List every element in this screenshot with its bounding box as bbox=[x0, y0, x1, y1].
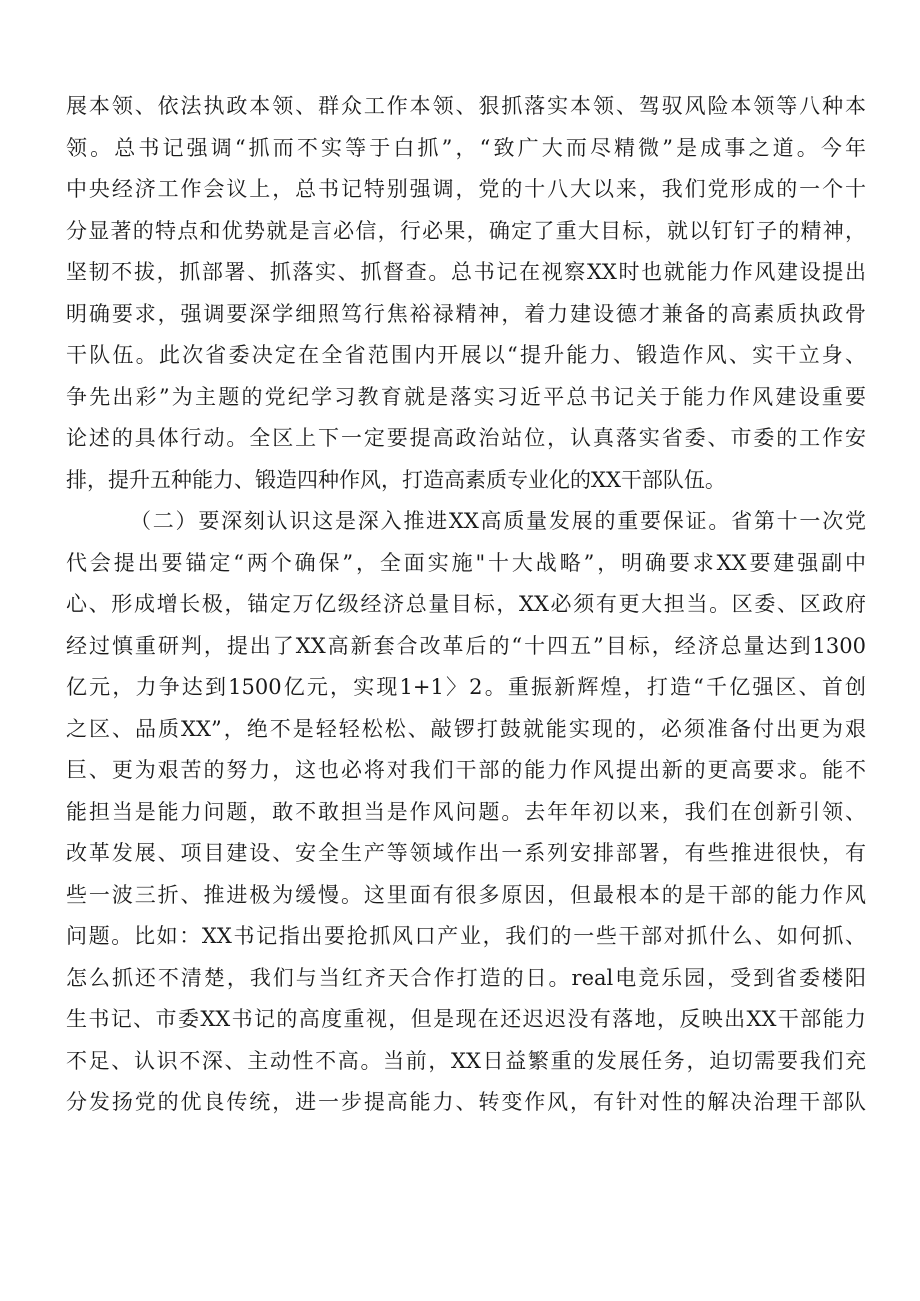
document-body bbox=[66, 86, 866, 1124]
text-line: 代会提出要锚定“两个确保”，全面实施"十大战略”，明确要求XX要建强副中 bbox=[66, 550, 866, 575]
text-line: 问题。比如：XX书记指出要抢抓风口产业，我们的一些干部对抓什么、如何抓、 bbox=[66, 924, 866, 948]
text-line: 改革发展、项目建设、安全生产等领域作出一系列安排部署，有些推进很快，有 bbox=[66, 841, 866, 865]
paragraph-end-line: 排，提升五种能力、锻造四种作风，打造高素质专业化的XX干部队伍。 bbox=[66, 467, 726, 492]
text-line: 亿元，力争达到1500亿元，实现1+1〉2。重振新辉煌，打造“千亿强区、首创 bbox=[66, 675, 866, 699]
text-line: 生书记、市委XX书记的高度重视，但是现在还迟迟没有落地，反映出XX干部能力 bbox=[66, 1007, 866, 1031]
text-line: 不足、认识不深、主动性不高。当前，XX日益繁重的发展任务，迫切需要我们充 bbox=[66, 1048, 866, 1073]
text-line: 中央经济工作会议上，总书记特别强调，党的十八大以来，我们党形成的一个十 bbox=[66, 177, 866, 201]
text-line: 分发扬党的优良传统，进一步提高能力、转变作风，有针对性的解决治理干部队 bbox=[66, 1090, 866, 1114]
text-line: 分显著的特点和优势就是言必信，行必果，确定了重大目标，就以钉钉子的精神， bbox=[66, 218, 866, 243]
section-heading-line: （二）要深刻认识这是深入推进XX高质量发展的重要保证。省第十一次党 bbox=[130, 509, 866, 533]
text-line: 争先出彩”为主题的党纪学习教育就是落实习近平总书记关于能力作风建设重要 bbox=[66, 384, 866, 409]
text-line: 展本领、依法执政本领、群众工作本领、狠抓落实本领、驾驭风险本领等八种本 bbox=[66, 94, 866, 118]
text-line: 怎么抓还不清楚，我们与当红齐天合作打造的日。real电竞乐园，受到省委楼阳 bbox=[66, 965, 866, 990]
text-line: 干队伍。此次省委决定在全省范围内开展以“提升能力、锻造作风、实干立身、 bbox=[66, 343, 866, 367]
text-line: 些一波三折、推进极为缓慢。这里面有很多原因，但最根本的是干部的能力作风 bbox=[66, 882, 866, 907]
text-line: 领。总书记强调“抓而不实等于白抓”，“致广大而尽精微”是成事之道。今年 bbox=[66, 135, 866, 160]
text-line: 论述的具体行动。全区上下一定要提高政治站位，认真落实省委、市委的工作安 bbox=[66, 426, 866, 450]
text-line: 经过慎重研判，提出了XX高新套合改革后的“十四五”目标，经济总量达到1300 bbox=[66, 633, 866, 658]
text-line: 坚韧不拔，抓部署、抓落实、抓督查。总书记在视察XX时也就能力作风建设提出 bbox=[66, 260, 866, 284]
text-line: 心、形成增长极，锚定万亿级经济总量目标，XX必须有更大担当。区委、区政府 bbox=[66, 592, 866, 616]
text-line: 能担当是能力问题，敢不敢担当是作风问题。去年年初以来，我们在创新引领、 bbox=[66, 799, 866, 824]
text-line: 巨、更为艰苦的努力，这也必将对我们干部的能力作风提出新的更高要求。能不 bbox=[66, 758, 866, 782]
text-line: 明确要求，强调要深学细照笃行焦裕禄精神，着力建设德才兼备的高素质执政骨 bbox=[66, 301, 866, 326]
text-line: 之区、品质XX”，绝不是轻轻松松、敲锣打鼓就能实现的，必须准备付出更为艰 bbox=[66, 716, 866, 741]
